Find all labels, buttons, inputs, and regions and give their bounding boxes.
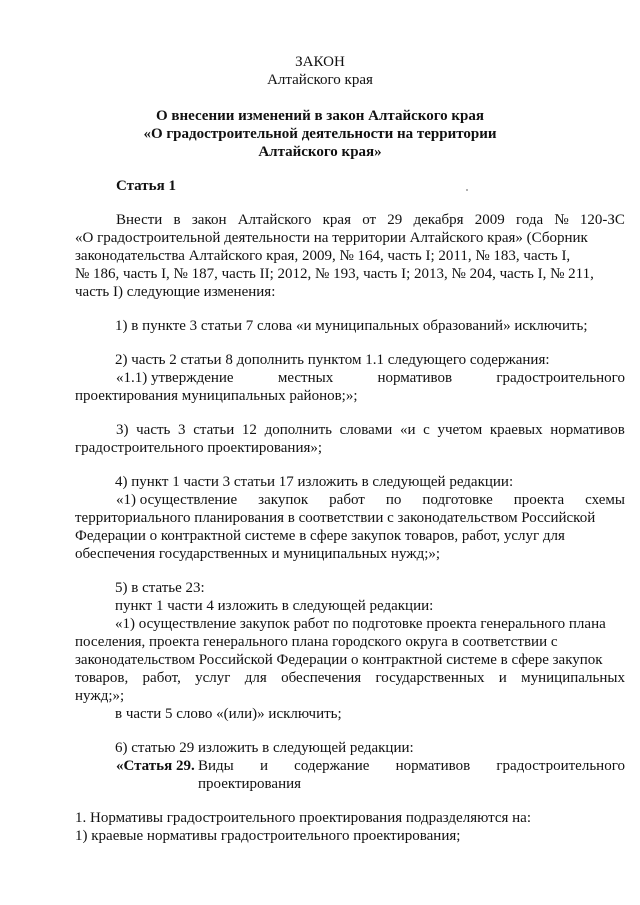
article-29-heading: «Статья 29. — [116, 758, 195, 774]
item-4-line-2: «1) осуществление закупок работ по подготовке проекта схемы — [116, 492, 625, 508]
section-1-line-2: 1) краевые нормативы градостроительного проектирования; — [75, 828, 461, 844]
intro-line-1: Внести в закон Алтайского края от 29 декабря 2009 года № 120-ЗС — [116, 212, 625, 228]
item-2-line-1: 2) часть 2 статьи 8 дополнить пунктом 1.1 следующего содержания: — [115, 352, 550, 368]
intro-line-2: «О градостроительной деятельности на территории Алтайского края» (Сборник — [75, 230, 588, 246]
item-4-line-4: Федерации о контрактной системе в сфере закупок товаров, работ, услуг для — [75, 528, 565, 544]
intro-line-4: № 186, часть I, № 187, часть II; 2012, № 193, часть I; 2013, № 204, часть I, № 211, — [75, 266, 594, 282]
item-2-line-3: проектирования муниципальных районов;»; — [75, 388, 358, 404]
intro-line-5: часть I) следующие изменения: — [75, 284, 276, 300]
item-4-line-1: 4) пункт 1 части 3 статьи 17 изложить в следующей редакции: — [115, 474, 514, 490]
law-title-line-2: «О градостроительной деятельности на территории — [143, 126, 497, 142]
item-5-line-8: в части 5 слово «(или)» исключить; — [115, 706, 342, 722]
item-5-line-4: поселения, проекта генерального плана городского округа в соответствии с — [75, 634, 558, 650]
item-3-line-2: градостроительного проектирования»; — [75, 440, 323, 456]
item-5-line-7: нужд;»; — [75, 688, 125, 704]
item-3-line-1: 3) часть 3 статьи 12 дополнить словами «и с учетом краевых нормативов — [116, 422, 625, 438]
item-5-line-1: 5) в статье 23: — [115, 580, 205, 596]
item-5-line-5: законодательством Российской Федерации о контрактной системе в сфере закупок — [75, 652, 603, 668]
item-5-line-6: товаров, работ, услуг для обеспечения государственных и муниципальных — [75, 670, 625, 686]
item-4-line-5: обеспечения государственных и муниципальных нужд;»; — [75, 546, 441, 562]
article-29-title-cont: проектирования — [198, 776, 302, 792]
section-1-line-1: 1. Нормативы градостроительного проектирования подразделяются на: — [75, 810, 531, 826]
scan-speck — [466, 189, 468, 191]
article-heading: Статья 1 — [116, 178, 176, 194]
item-2-line-2: «1.1) утверждение местных нормативов градостроительного — [116, 370, 625, 386]
item-1: 1) в пункте 3 статьи 7 слова «и муниципальных образований» исключить; — [115, 318, 588, 334]
item-6-line-1: 6) статью 29 изложить в следующей редакции: — [115, 740, 414, 756]
law-title-line-3: Алтайского края» — [258, 144, 382, 160]
item-5-line-3: «1) осуществление закупок работ по подготовке проекта генерального плана — [115, 616, 606, 632]
intro-line-3: законодательства Алтайского края, 2009, № 164, часть I; 2011, № 183, часть I, — [75, 248, 571, 264]
law-title-line-1: О внесении изменений в закон Алтайского края — [155, 108, 485, 124]
doc-subtitle: Алтайского края — [267, 72, 373, 88]
item-4-line-3: территориального планирования в соответствии с законодательством Российской — [75, 510, 596, 526]
article-29-title: Виды и содержание нормативов градостроительного — [198, 758, 625, 774]
doc-title: ЗАКОН — [295, 54, 345, 70]
item-5-line-2: пункт 1 части 4 изложить в следующей редакции: — [115, 598, 434, 614]
